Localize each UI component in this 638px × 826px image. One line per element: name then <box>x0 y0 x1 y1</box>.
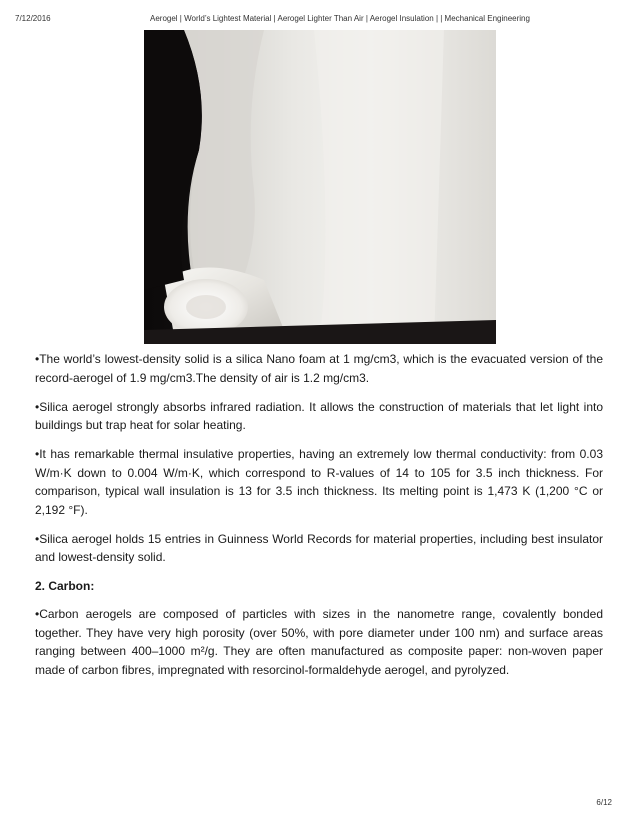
header-date: 7/12/2016 <box>15 14 51 23</box>
page-header <box>15 14 623 26</box>
page-number: 6/12 <box>596 798 612 807</box>
paragraph-guinness: •Silica aerogel holds 15 entries in Guinness World Records for material properties, including best insulator and lowest-density solid. <box>35 531 603 564</box>
header-title: Aerogel | World’s Lightest Material | Aerogel Lighter Than Air | Aerogel Insulation | | Mechanical Engineering <box>150 14 530 23</box>
paragraph-infrared: •Silica aerogel strongly absorbs infrared radiation. It allows the construction of materials that let light into buildings but trap heat for solar heating. <box>35 399 603 432</box>
paragraph-carbon: •Carbon aerogels are composed of particles with sizes in the nanometre range, covalently bonded together. They have very high porosity (over 50%, with pore diameter under 100 nm) and surface areas ranging between 400–1000 m²/g. They are often manufactured as composite paper: non-woven paper made of carbon fibres, impregnated with resorcinol-formaldehyde aerogel, and pyrolyzed. <box>35 607 603 677</box>
article-body <box>35 350 603 690</box>
aerogel-blanket-photo <box>144 30 496 344</box>
section-heading-carbon: 2. Carbon: <box>35 579 95 593</box>
paragraph-density: •The world’s lowest-density solid is a silica Nano foam at 1 mg/cm3, which is the evacuated version of the record-aerogel of 1.9 mg/cm3.The density of air is 1.2 mg/cm3. <box>35 352 603 385</box>
paragraph-thermal: •It has remarkable thermal insulative properties, having an extremely low thermal conductivity: from 0.03 W/m·K down to 0.004 W/m·K, which correspond to R-values of 14 to 105 for 3.5 inch thickness. For comparison, typical wall insulation is 13 for 3.5 inch thickness. Its melting point is 1,473 K (1,200 °C or 2,192 °F). <box>35 447 603 517</box>
